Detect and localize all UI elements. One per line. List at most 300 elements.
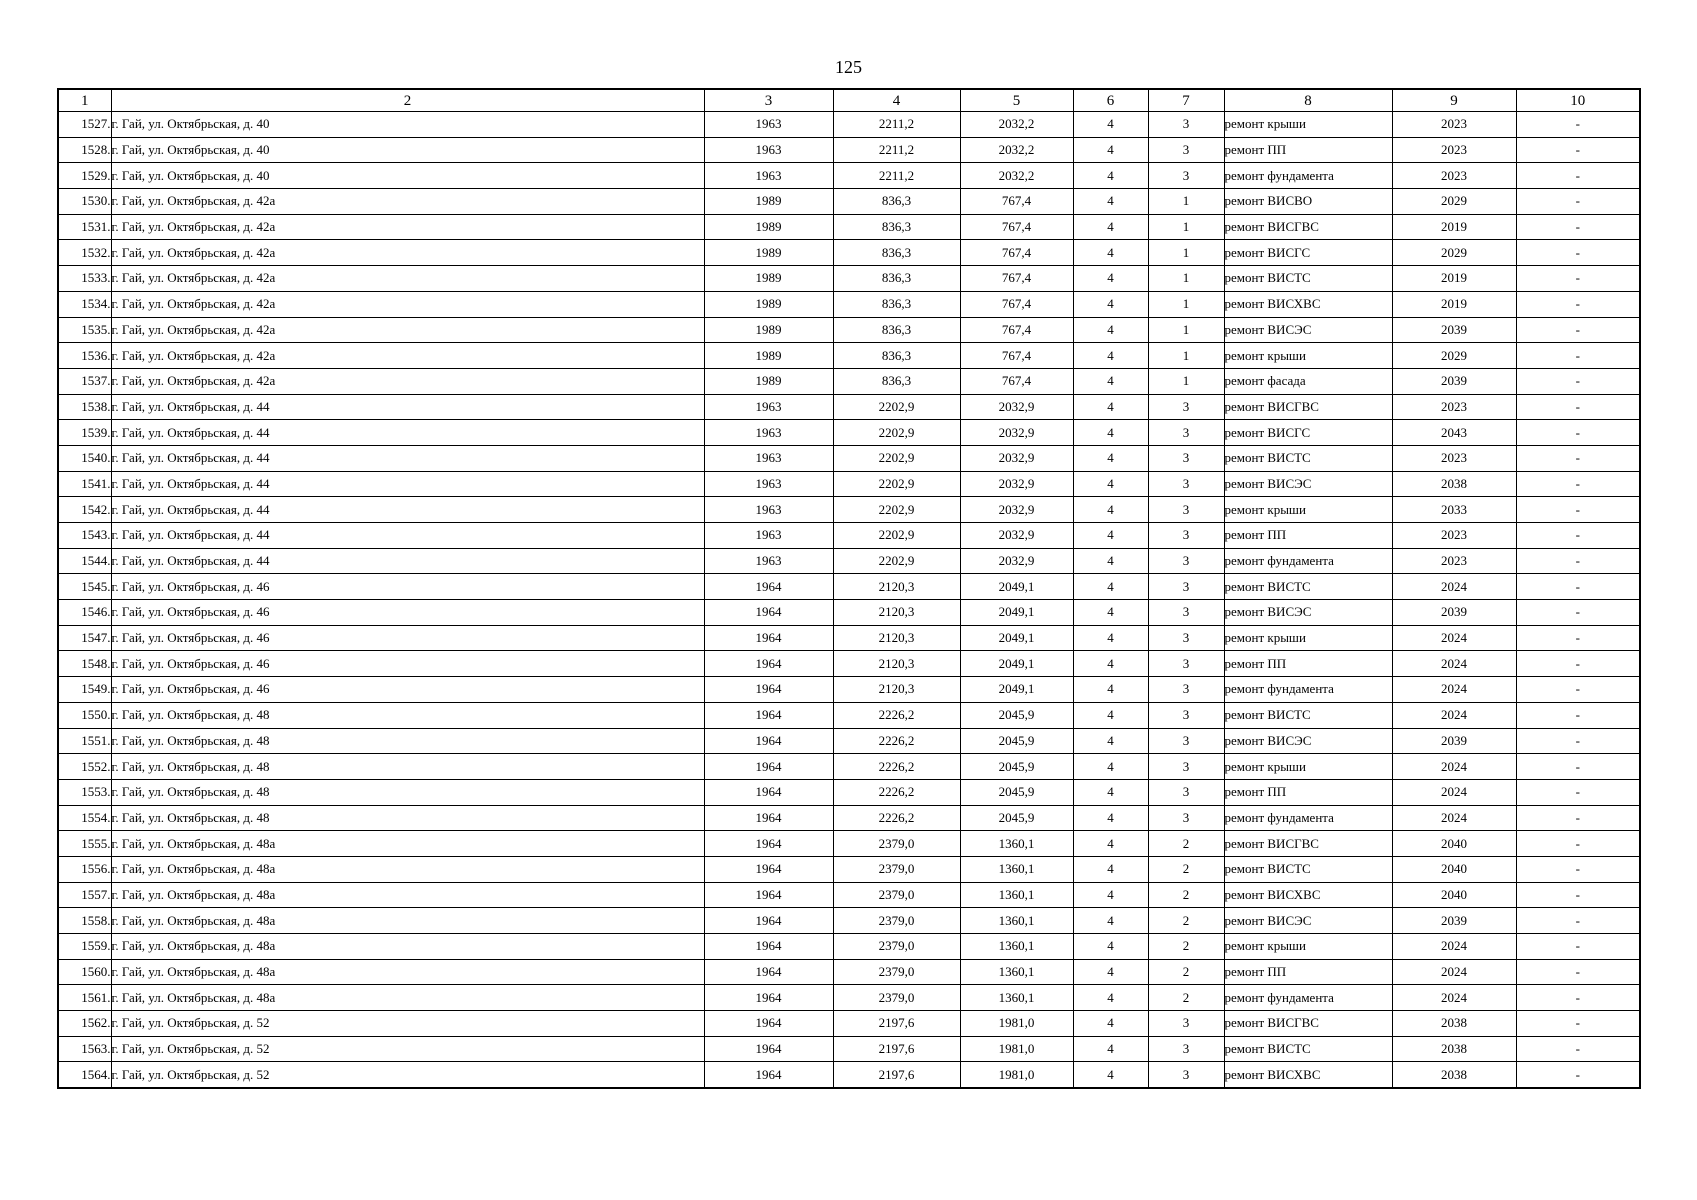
cell-total-area: 2379,0 — [833, 934, 960, 960]
cell-year-built: 1963 — [704, 112, 833, 138]
cell-total-area: 2211,2 — [833, 163, 960, 189]
cell-note: - — [1516, 394, 1640, 420]
cell-total-area: 2202,9 — [833, 548, 960, 574]
cell-row-number: 1559. — [58, 934, 111, 960]
cell-row-number: 1553. — [58, 779, 111, 805]
cell-total-area: 2120,3 — [833, 625, 960, 651]
cell-planned-year: 2029 — [1392, 343, 1516, 369]
cell-address: г. Гай, ул. Октябрьская, д. 42а — [111, 214, 704, 240]
cell-floors: 4 — [1073, 677, 1148, 703]
cell-work-type: ремонт ВИСТС — [1224, 445, 1392, 471]
cell-floors: 4 — [1073, 317, 1148, 343]
cell-floors: 4 — [1073, 651, 1148, 677]
cell-work-type: ремонт ВИСЭС — [1224, 908, 1392, 934]
cell-row-number: 1555. — [58, 831, 111, 857]
cell-row-number: 1532. — [58, 240, 111, 266]
cell-row-number: 1558. — [58, 908, 111, 934]
cell-entrances: 3 — [1148, 1062, 1224, 1088]
cell-floors: 4 — [1073, 908, 1148, 934]
cell-entrances: 3 — [1148, 754, 1224, 780]
cell-work-type: ремонт ВИСТС — [1224, 574, 1392, 600]
cell-living-area: 2032,9 — [960, 420, 1073, 446]
cell-floors: 4 — [1073, 934, 1148, 960]
cell-living-area: 1360,1 — [960, 934, 1073, 960]
cell-entrances: 3 — [1148, 420, 1224, 446]
cell-living-area: 2049,1 — [960, 651, 1073, 677]
cell-address: г. Гай, ул. Октябрьская, д. 48а — [111, 882, 704, 908]
cell-year-built: 1964 — [704, 831, 833, 857]
cell-work-type: ремонт крыши — [1224, 754, 1392, 780]
cell-year-built: 1989 — [704, 189, 833, 215]
cell-entrances: 1 — [1148, 291, 1224, 317]
table-row — [58, 574, 1640, 600]
cell-entrances: 3 — [1148, 497, 1224, 523]
cell-row-number: 1530. — [58, 189, 111, 215]
cell-entrances: 1 — [1148, 189, 1224, 215]
table-row — [58, 137, 1640, 163]
cell-address: г. Гай, ул. Октябрьская, д. 42а — [111, 291, 704, 317]
cell-entrances: 1 — [1148, 317, 1224, 343]
cell-planned-year: 2038 — [1392, 1036, 1516, 1062]
cell-total-area: 2202,9 — [833, 471, 960, 497]
cell-living-area: 767,4 — [960, 240, 1073, 266]
cell-entrances: 3 — [1148, 445, 1224, 471]
table-row — [58, 163, 1640, 189]
cell-planned-year: 2039 — [1392, 908, 1516, 934]
cell-row-number: 1545. — [58, 574, 111, 600]
cell-address: г. Гай, ул. Октябрьская, д. 48 — [111, 779, 704, 805]
cell-address: г. Гай, ул. Октябрьская, д. 44 — [111, 523, 704, 549]
cell-total-area: 2197,6 — [833, 1011, 960, 1037]
cell-total-area: 836,3 — [833, 189, 960, 215]
cell-living-area: 2032,2 — [960, 163, 1073, 189]
cell-address: г. Гай, ул. Октябрьская, д. 52 — [111, 1036, 704, 1062]
cell-work-type: ремонт фундамента — [1224, 985, 1392, 1011]
cell-address: г. Гай, ул. Октябрьская, д. 48 — [111, 805, 704, 831]
cell-note: - — [1516, 420, 1640, 446]
cell-address: г. Гай, ул. Октябрьская, д. 46 — [111, 677, 704, 703]
cell-year-built: 1963 — [704, 394, 833, 420]
cell-floors: 4 — [1073, 240, 1148, 266]
cell-work-type: ремонт ВИСХВС — [1224, 291, 1392, 317]
cell-planned-year: 2024 — [1392, 574, 1516, 600]
table-row — [58, 497, 1640, 523]
cell-total-area: 2226,2 — [833, 728, 960, 754]
cell-planned-year: 2040 — [1392, 856, 1516, 882]
cell-row-number: 1533. — [58, 266, 111, 292]
cell-total-area: 2197,6 — [833, 1062, 960, 1088]
cell-note: - — [1516, 934, 1640, 960]
cell-total-area: 2120,3 — [833, 677, 960, 703]
cell-floors: 4 — [1073, 420, 1148, 446]
table-row — [58, 214, 1640, 240]
cell-row-number: 1556. — [58, 856, 111, 882]
cell-row-number: 1560. — [58, 959, 111, 985]
cell-row-number: 1534. — [58, 291, 111, 317]
cell-year-built: 1963 — [704, 163, 833, 189]
cell-year-built: 1964 — [704, 959, 833, 985]
cell-note: - — [1516, 625, 1640, 651]
cell-total-area: 2379,0 — [833, 856, 960, 882]
cell-row-number: 1557. — [58, 882, 111, 908]
cell-planned-year: 2024 — [1392, 934, 1516, 960]
cell-year-built: 1963 — [704, 523, 833, 549]
cell-row-number: 1540. — [58, 445, 111, 471]
cell-work-type: ремонт ВИСХВС — [1224, 1062, 1392, 1088]
cell-total-area: 2226,2 — [833, 702, 960, 728]
table-row — [58, 754, 1640, 780]
cell-living-area: 1360,1 — [960, 831, 1073, 857]
cell-year-built: 1963 — [704, 497, 833, 523]
cell-note: - — [1516, 677, 1640, 703]
cell-work-type: ремонт ВИСЭС — [1224, 728, 1392, 754]
cell-floors: 4 — [1073, 291, 1148, 317]
cell-floors: 4 — [1073, 779, 1148, 805]
cell-row-number: 1546. — [58, 600, 111, 626]
cell-living-area: 1360,1 — [960, 908, 1073, 934]
cell-work-type: ремонт ПП — [1224, 523, 1392, 549]
cell-floors: 4 — [1073, 163, 1148, 189]
cell-floors: 4 — [1073, 831, 1148, 857]
cell-planned-year: 2024 — [1392, 677, 1516, 703]
cell-address: г. Гай, ул. Октябрьская, д. 42а — [111, 189, 704, 215]
cell-address: г. Гай, ул. Октябрьская, д. 46 — [111, 625, 704, 651]
cell-row-number: 1536. — [58, 343, 111, 369]
cell-address: г. Гай, ул. Октябрьская, д. 42а — [111, 266, 704, 292]
cell-floors: 4 — [1073, 959, 1148, 985]
cell-planned-year: 2039 — [1392, 368, 1516, 394]
cell-note: - — [1516, 831, 1640, 857]
cell-note: - — [1516, 266, 1640, 292]
table-row — [58, 1011, 1640, 1037]
cell-year-built: 1964 — [704, 908, 833, 934]
cell-note: - — [1516, 728, 1640, 754]
cell-row-number: 1542. — [58, 497, 111, 523]
cell-living-area: 767,4 — [960, 214, 1073, 240]
cell-note: - — [1516, 240, 1640, 266]
cell-year-built: 1989 — [704, 266, 833, 292]
cell-year-built: 1964 — [704, 856, 833, 882]
cell-living-area: 2049,1 — [960, 677, 1073, 703]
cell-entrances: 3 — [1148, 728, 1224, 754]
cell-floors: 4 — [1073, 600, 1148, 626]
cell-planned-year: 2029 — [1392, 240, 1516, 266]
cell-work-type: ремонт ВИСГВС — [1224, 214, 1392, 240]
cell-work-type: ремонт ВИСГВС — [1224, 394, 1392, 420]
cell-total-area: 2202,9 — [833, 394, 960, 420]
cell-note: - — [1516, 112, 1640, 138]
cell-entrances: 2 — [1148, 831, 1224, 857]
cell-floors: 4 — [1073, 137, 1148, 163]
cell-floors: 4 — [1073, 625, 1148, 651]
cell-work-type: ремонт ВИСГС — [1224, 420, 1392, 446]
cell-living-area: 2032,9 — [960, 523, 1073, 549]
cell-entrances: 3 — [1148, 651, 1224, 677]
cell-year-built: 1989 — [704, 343, 833, 369]
cell-total-area: 836,3 — [833, 343, 960, 369]
cell-note: - — [1516, 548, 1640, 574]
cell-year-built: 1964 — [704, 625, 833, 651]
cell-year-built: 1964 — [704, 779, 833, 805]
cell-address: г. Гай, ул. Октябрьская, д. 44 — [111, 394, 704, 420]
cell-note: - — [1516, 189, 1640, 215]
column-header-5: 5 — [960, 89, 1073, 112]
cell-note: - — [1516, 805, 1640, 831]
table-row — [58, 523, 1640, 549]
cell-total-area: 2211,2 — [833, 112, 960, 138]
cell-note: - — [1516, 497, 1640, 523]
cell-planned-year: 2023 — [1392, 548, 1516, 574]
cell-entrances: 3 — [1148, 805, 1224, 831]
cell-row-number: 1564. — [58, 1062, 111, 1088]
table-row — [58, 317, 1640, 343]
cell-work-type: ремонт ВИСВО — [1224, 189, 1392, 215]
cell-floors: 4 — [1073, 189, 1148, 215]
cell-address: г. Гай, ул. Октябрьская, д. 48а — [111, 934, 704, 960]
cell-work-type: ремонт крыши — [1224, 112, 1392, 138]
cell-note: - — [1516, 368, 1640, 394]
cell-address: г. Гай, ул. Октябрьская, д. 42а — [111, 317, 704, 343]
cell-floors: 4 — [1073, 394, 1148, 420]
table-row — [58, 702, 1640, 728]
cell-entrances: 3 — [1148, 702, 1224, 728]
cell-planned-year: 2040 — [1392, 831, 1516, 857]
cell-planned-year: 2019 — [1392, 266, 1516, 292]
cell-living-area: 2045,9 — [960, 754, 1073, 780]
cell-row-number: 1537. — [58, 368, 111, 394]
cell-row-number: 1552. — [58, 754, 111, 780]
cell-floors: 4 — [1073, 368, 1148, 394]
cell-entrances: 3 — [1148, 574, 1224, 600]
cell-entrances: 3 — [1148, 1011, 1224, 1037]
cell-floors: 4 — [1073, 343, 1148, 369]
cell-address: г. Гай, ул. Октябрьская, д. 44 — [111, 548, 704, 574]
cell-entrances: 2 — [1148, 856, 1224, 882]
cell-note: - — [1516, 754, 1640, 780]
cell-total-area: 2379,0 — [833, 959, 960, 985]
cell-row-number: 1538. — [58, 394, 111, 420]
cell-living-area: 2045,9 — [960, 805, 1073, 831]
table-row — [58, 728, 1640, 754]
cell-row-number: 1547. — [58, 625, 111, 651]
column-header-7: 7 — [1148, 89, 1224, 112]
cell-planned-year: 2024 — [1392, 779, 1516, 805]
cell-total-area: 836,3 — [833, 317, 960, 343]
cell-floors: 4 — [1073, 523, 1148, 549]
cell-entrances: 2 — [1148, 934, 1224, 960]
cell-floors: 4 — [1073, 548, 1148, 574]
cell-work-type: ремонт ПП — [1224, 779, 1392, 805]
cell-entrances: 2 — [1148, 908, 1224, 934]
cell-row-number: 1561. — [58, 985, 111, 1011]
register-table — [57, 88, 1641, 1089]
cell-work-type: ремонт крыши — [1224, 343, 1392, 369]
cell-floors: 4 — [1073, 805, 1148, 831]
cell-total-area: 2197,6 — [833, 1036, 960, 1062]
cell-floors: 4 — [1073, 574, 1148, 600]
cell-address: г. Гай, ул. Октябрьская, д. 46 — [111, 600, 704, 626]
cell-year-built: 1963 — [704, 471, 833, 497]
table-row — [58, 651, 1640, 677]
table-row — [58, 625, 1640, 651]
cell-total-area: 836,3 — [833, 291, 960, 317]
cell-work-type: ремонт ПП — [1224, 959, 1392, 985]
cell-year-built: 1963 — [704, 420, 833, 446]
cell-work-type: ремонт фундамента — [1224, 677, 1392, 703]
cell-living-area: 767,4 — [960, 291, 1073, 317]
cell-living-area: 2045,9 — [960, 702, 1073, 728]
cell-year-built: 1989 — [704, 214, 833, 240]
cell-entrances: 2 — [1148, 959, 1224, 985]
cell-year-built: 1964 — [704, 1011, 833, 1037]
cell-note: - — [1516, 317, 1640, 343]
table-row — [58, 548, 1640, 574]
cell-year-built: 1989 — [704, 240, 833, 266]
cell-entrances: 2 — [1148, 985, 1224, 1011]
cell-floors: 4 — [1073, 702, 1148, 728]
cell-year-built: 1964 — [704, 934, 833, 960]
cell-total-area: 2226,2 — [833, 754, 960, 780]
cell-work-type: ремонт крыши — [1224, 625, 1392, 651]
cell-year-built: 1964 — [704, 702, 833, 728]
cell-note: - — [1516, 702, 1640, 728]
cell-row-number: 1554. — [58, 805, 111, 831]
cell-work-type: ремонт фундамента — [1224, 163, 1392, 189]
cell-planned-year: 2023 — [1392, 445, 1516, 471]
cell-living-area: 767,4 — [960, 343, 1073, 369]
cell-total-area: 2379,0 — [833, 882, 960, 908]
cell-total-area: 836,3 — [833, 240, 960, 266]
cell-entrances: 1 — [1148, 240, 1224, 266]
cell-note: - — [1516, 1011, 1640, 1037]
cell-planned-year: 2024 — [1392, 702, 1516, 728]
cell-planned-year: 2024 — [1392, 805, 1516, 831]
cell-year-built: 1963 — [704, 445, 833, 471]
cell-living-area: 767,4 — [960, 368, 1073, 394]
cell-year-built: 1964 — [704, 574, 833, 600]
table-row — [58, 959, 1640, 985]
cell-work-type: ремонт ВИСТС — [1224, 856, 1392, 882]
cell-living-area: 767,4 — [960, 189, 1073, 215]
cell-living-area: 2045,9 — [960, 728, 1073, 754]
table-row — [58, 291, 1640, 317]
cell-planned-year: 2019 — [1392, 291, 1516, 317]
cell-planned-year: 2023 — [1392, 394, 1516, 420]
cell-work-type: ремонт ВИСТС — [1224, 702, 1392, 728]
cell-entrances: 3 — [1148, 523, 1224, 549]
cell-work-type: ремонт ВИСЭС — [1224, 471, 1392, 497]
cell-floors: 4 — [1073, 266, 1148, 292]
cell-note: - — [1516, 471, 1640, 497]
cell-note: - — [1516, 600, 1640, 626]
cell-note: - — [1516, 882, 1640, 908]
cell-year-built: 1964 — [704, 754, 833, 780]
cell-entrances: 2 — [1148, 882, 1224, 908]
cell-work-type: ремонт крыши — [1224, 934, 1392, 960]
cell-floors: 4 — [1073, 882, 1148, 908]
table-row — [58, 394, 1640, 420]
cell-address: г. Гай, ул. Октябрьская, д. 48 — [111, 754, 704, 780]
table-row — [58, 266, 1640, 292]
cell-entrances: 1 — [1148, 266, 1224, 292]
cell-entrances: 3 — [1148, 163, 1224, 189]
cell-total-area: 2120,3 — [833, 600, 960, 626]
cell-note: - — [1516, 908, 1640, 934]
table-row — [58, 831, 1640, 857]
cell-address: г. Гай, ул. Октябрьская, д. 42а — [111, 240, 704, 266]
cell-entrances: 3 — [1148, 779, 1224, 805]
table-row — [58, 189, 1640, 215]
cell-note: - — [1516, 856, 1640, 882]
cell-row-number: 1539. — [58, 420, 111, 446]
column-header-8: 8 — [1224, 89, 1392, 112]
page-number: 125 — [835, 57, 862, 77]
cell-work-type: ремонт ВИСТС — [1224, 1036, 1392, 1062]
cell-living-area: 2032,9 — [960, 445, 1073, 471]
cell-living-area: 2049,1 — [960, 574, 1073, 600]
cell-planned-year: 2039 — [1392, 600, 1516, 626]
cell-planned-year: 2019 — [1392, 214, 1516, 240]
cell-floors: 4 — [1073, 754, 1148, 780]
cell-entrances: 3 — [1148, 1036, 1224, 1062]
cell-row-number: 1544. — [58, 548, 111, 574]
cell-work-type: ремонт ПП — [1224, 137, 1392, 163]
cell-note: - — [1516, 985, 1640, 1011]
table-row — [58, 934, 1640, 960]
table-header — [58, 89, 1640, 112]
cell-address: г. Гай, ул. Октябрьская, д. 42а — [111, 343, 704, 369]
table-row — [58, 368, 1640, 394]
cell-note: - — [1516, 137, 1640, 163]
cell-work-type: ремонт ВИСГВС — [1224, 831, 1392, 857]
cell-living-area: 2032,9 — [960, 394, 1073, 420]
cell-total-area: 2379,0 — [833, 831, 960, 857]
cell-year-built: 1964 — [704, 985, 833, 1011]
cell-planned-year: 2024 — [1392, 651, 1516, 677]
cell-planned-year: 2023 — [1392, 523, 1516, 549]
cell-total-area: 836,3 — [833, 368, 960, 394]
cell-note: - — [1516, 445, 1640, 471]
table-body — [58, 112, 1640, 1089]
cell-entrances: 3 — [1148, 600, 1224, 626]
cell-total-area: 2120,3 — [833, 651, 960, 677]
cell-address: г. Гай, ул. Октябрьская, д. 40 — [111, 137, 704, 163]
cell-address: г. Гай, ул. Октябрьская, д. 44 — [111, 471, 704, 497]
cell-row-number: 1563. — [58, 1036, 111, 1062]
cell-address: г. Гай, ул. Октябрьская, д. 48а — [111, 985, 704, 1011]
cell-planned-year: 2038 — [1392, 1062, 1516, 1088]
cell-row-number: 1535. — [58, 317, 111, 343]
cell-note: - — [1516, 163, 1640, 189]
cell-work-type: ремонт ВИСГВС — [1224, 1011, 1392, 1037]
cell-address: г. Гай, ул. Октябрьская, д. 48а — [111, 856, 704, 882]
cell-address: г. Гай, ул. Октябрьская, д. 42а — [111, 368, 704, 394]
cell-note: - — [1516, 214, 1640, 240]
cell-total-area: 2226,2 — [833, 805, 960, 831]
cell-total-area: 2202,9 — [833, 420, 960, 446]
cell-year-built: 1964 — [704, 1062, 833, 1088]
table-row — [58, 1062, 1640, 1088]
cell-row-number: 1528. — [58, 137, 111, 163]
cell-work-type: ремонт ВИСЭС — [1224, 600, 1392, 626]
cell-note: - — [1516, 651, 1640, 677]
cell-living-area: 2032,9 — [960, 497, 1073, 523]
table-row — [58, 1036, 1640, 1062]
cell-row-number: 1562. — [58, 1011, 111, 1037]
table-row — [58, 471, 1640, 497]
cell-living-area: 1360,1 — [960, 985, 1073, 1011]
cell-work-type: ремонт ВИСХВС — [1224, 882, 1392, 908]
